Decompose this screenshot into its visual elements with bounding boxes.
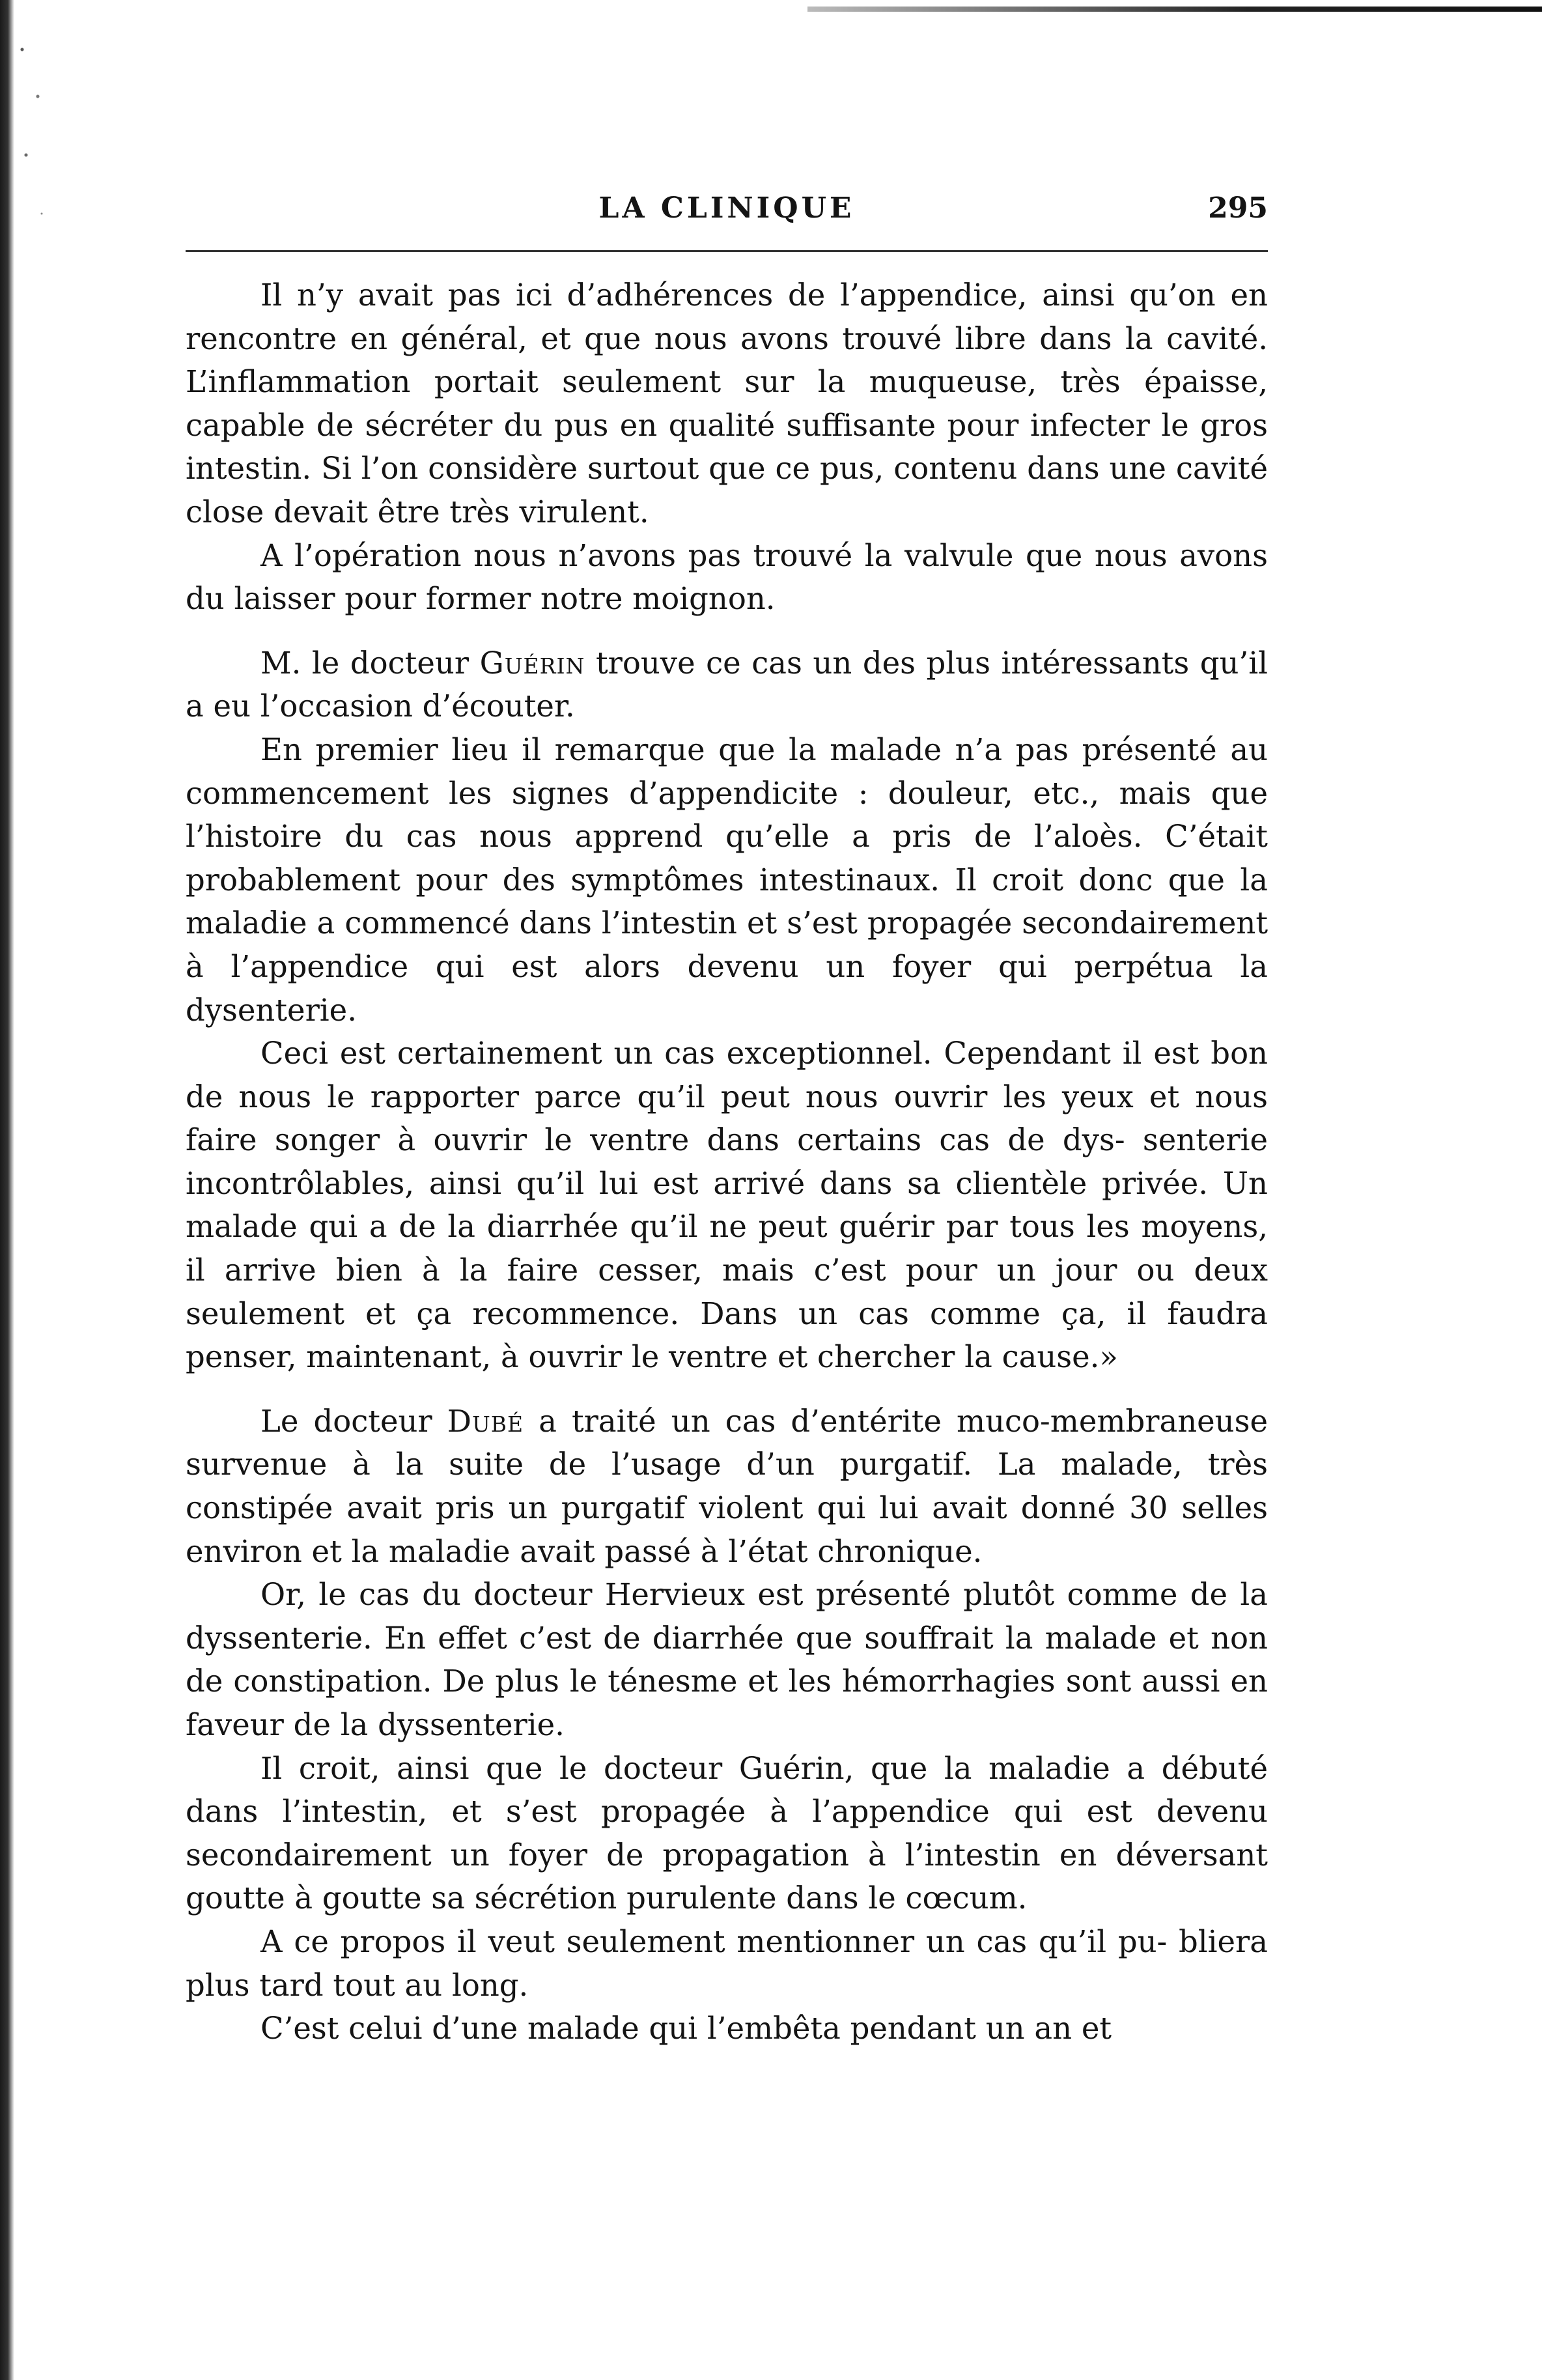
paragraph-operation: A l’opération nous n’avons pas trouvé la valvule que nous avons du laisser pour former notre moignon. (186, 537, 1268, 617)
scan-top-edge (807, 7, 1542, 12)
paragraph-adherences: Il n’y avait pas ici d’adhérences de l’appendice, ainsi qu’on en rencontre en général, et que nous avons trouvé libre dans la cavité. L’inflammation portait seulement sur la muqueuse, très épaisse, capable de sécréter du pus en qualité suffisante pour infecter le gros intestin. Si l’on considère surtout que ce pus, contenu dans une cavité close devait être très virulent. (186, 277, 1269, 530)
page-binding-edge (0, 0, 14, 2380)
paragraph-origin-intestine: Il croit, ainsi que le docteur Guérin, que la maladie a débuté dans l’intestin, et s’est propagée à l’appendice qui est devenu secondairement un foyer de propagation à l’intestin en déversant goutte à goutte sa sécrétion purulente dans le cœcum. (186, 1750, 1268, 1916)
speaker-name: Dubé (447, 1403, 524, 1439)
paragraph-exceptional-case: Ceci est certainement un cas exceptionnel. Cependant il est bon de nous le rapporter parce qu’il peut nous ouvrir les yeux et nous faire songer à ouvrir le ventre dans certains cas de dys- senterie incontrôlables, ainsi qu’il lui est arrivé dans sa clientèle privée. Un malade qui a de la diarrhée qu’il ne peut guérir par tous les moyens, il arrive bien à la faire cesser, mais c’est pour un jour ou deux seulement et ça recommence. Dans un cas comme ça, il faudra penser, maintenant, à ouvrir le ventre et chercher la cause.» (186, 1036, 1269, 1375)
journal-title: LA CLINIQUE (598, 191, 855, 225)
page-number: 295 (1208, 191, 1268, 225)
paragraph-hervieux-case: Or, le cas du docteur Hervieux est présenté plutôt comme de la dyssenterie. En effet c’est de diarrhée que souffrait la malade et non de constipation. De plus le ténesme et les hémorrhagies sont aussi en faveur de la dyssenterie. (186, 1577, 1269, 1742)
header-rule (186, 250, 1268, 252)
paragraph-guerin-intro: M. le docteur Guérin trouve ce cas un des plus intéressants qu’il a eu l’occasion d’écouter. (186, 645, 1268, 724)
paragraph-a-ce-propos: A ce propos il veut seulement mentionner un cas qu’il pu- bliera plus tard tout au long. (186, 1923, 1268, 2003)
paragraph-final-line: C’est celui d’une malade qui l’embêta pendant un an et (260, 2011, 1112, 2047)
speaker-name: Guérin (479, 645, 585, 681)
body-text (186, 274, 1268, 2050)
paragraph-dube-intro: Le docteur Dubé a traité un cas d’entérite muco-membraneuse survenue à la suite de l’usage d’un purgatif. La malade, très constipée avait pris un purgatif violent qui lui avait donné 30 selles environ et la maladie avait passé à l’état chronique. (186, 1403, 1268, 1569)
scan-specks (14, 26, 53, 261)
running-head (186, 191, 1268, 231)
paragraph-guerin-first: En premier lieu il remarque que la malade n’a pas présenté au commencement les signes d’appendicite : douleur, etc., mais que l’histoire du cas nous apprend qu’elle a pris de l’aloès. C’était probablement pour des symptômes intestinaux. Il croit donc que la maladie a commencé dans l’intestin et s’est propagée secondairement à l’appendice qui est alors devenu un foyer qui perpétua la dysenterie. (186, 731, 1269, 1028)
